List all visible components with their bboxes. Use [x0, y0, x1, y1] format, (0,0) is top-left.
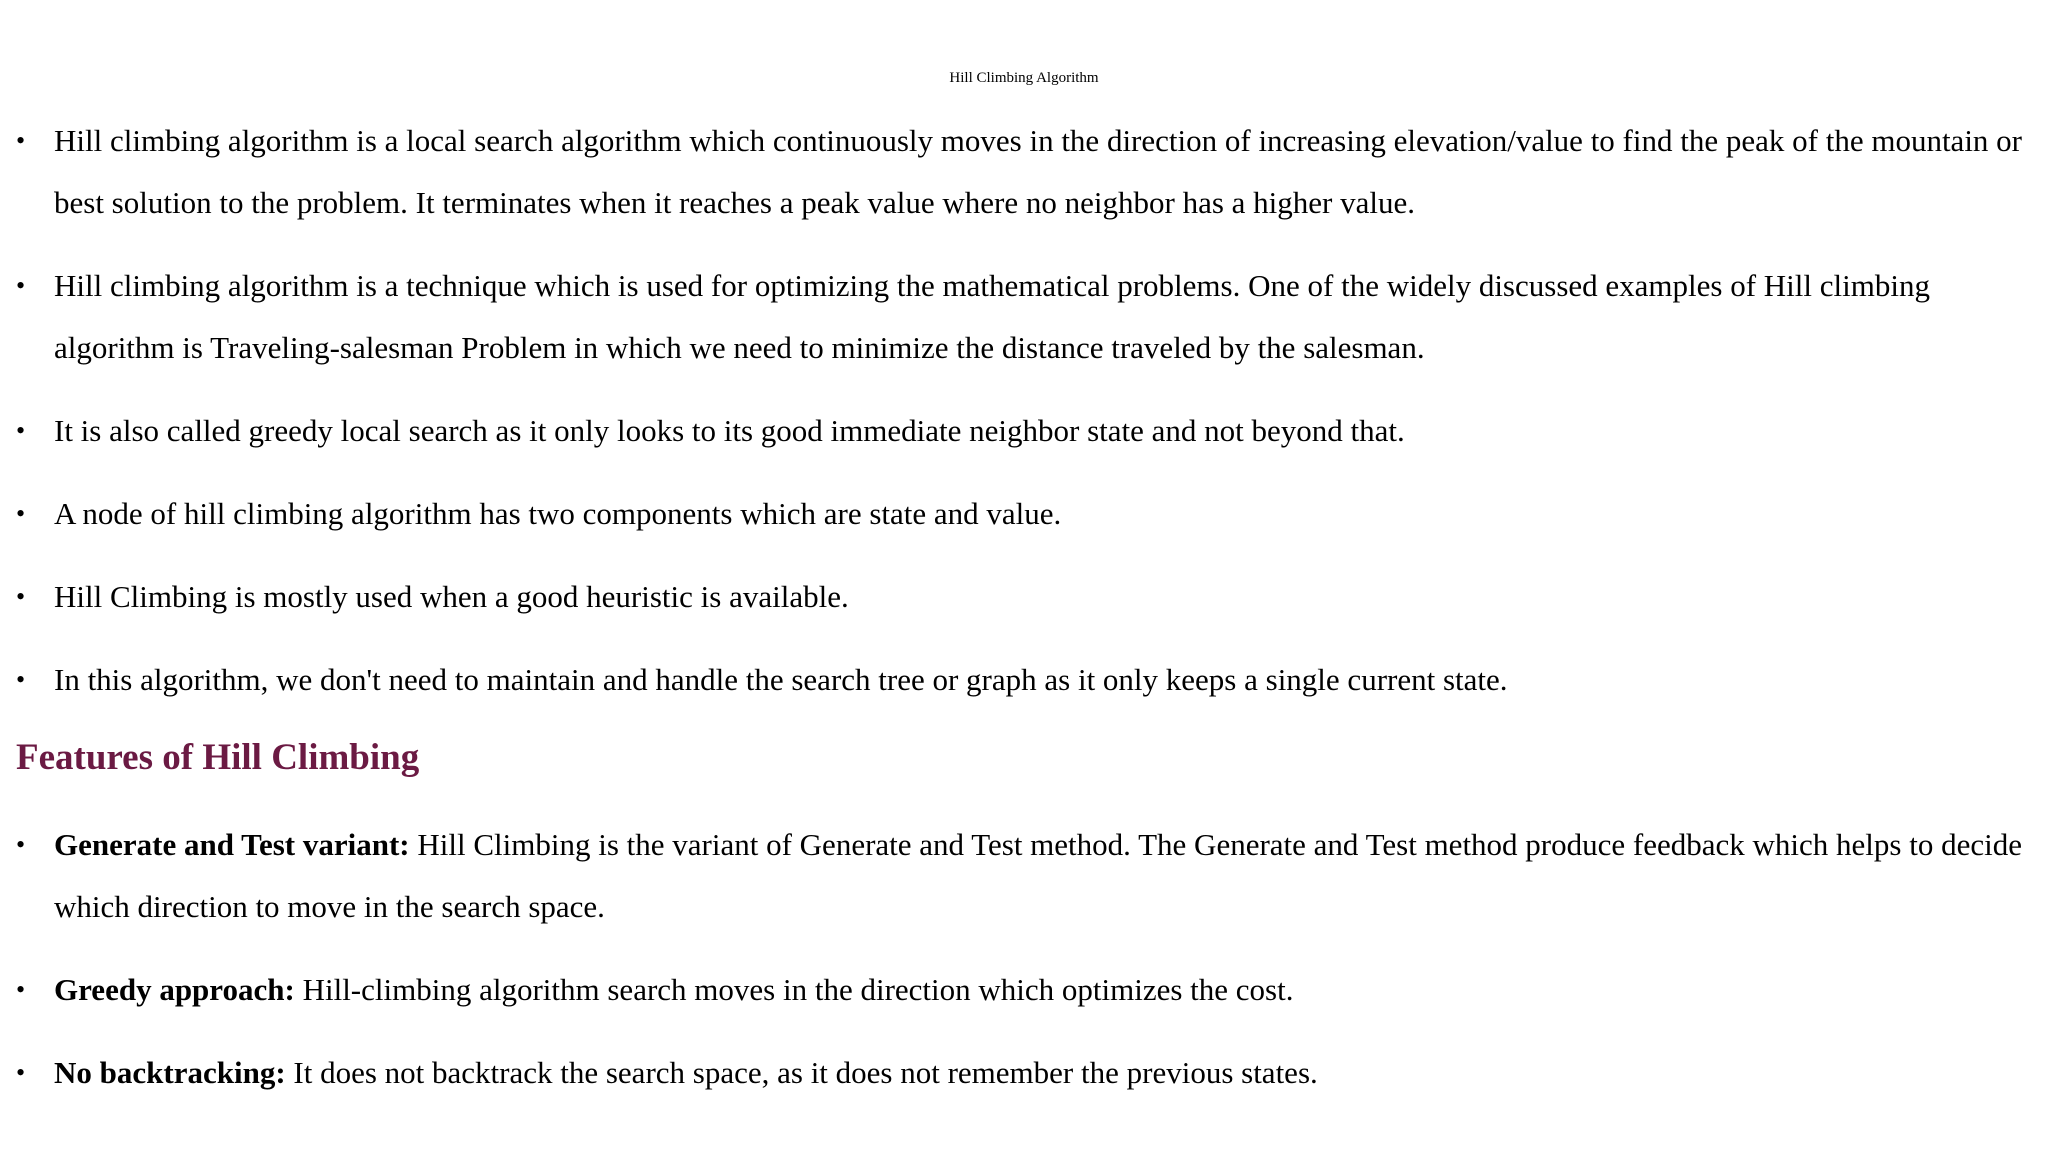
feature-term: Greedy approach:: [54, 972, 295, 1007]
bullet-icon: •: [16, 1058, 26, 1087]
bullet-icon: •: [16, 582, 26, 611]
bullet-text: Hill Climbing is mostly used when a good heuristic is available.: [54, 579, 849, 614]
feature-description: Hill-climbing algorithm search moves in the direction which optimizes the cost.: [294, 972, 1294, 1007]
list-item: [16, 649, 2026, 711]
bullet-icon: •: [16, 499, 26, 528]
features-bullet-list: [16, 814, 2026, 1104]
list-item: [16, 400, 2026, 462]
bullet-text: Hill climbing algorithm is a technique which is used for optimizing the mathematical problems. One of the widely discussed examples of Hill climbing algorithm is Traveling-salesman Problem in which we need to minimize the distance traveled by the salesman.: [54, 268, 1930, 365]
intro-bullet-list: [16, 110, 2026, 711]
bullet-text: In this algorithm, we don't need to maintain and handle the search tree or graph as it only keeps a single current state.: [54, 662, 1508, 697]
bullet-text: A node of hill climbing algorithm has two components which are state and value.: [54, 496, 1062, 531]
document-body: [16, 110, 2026, 1125]
feature-description: Hill Climbing is the variant of Generate and Test method. The Generate and Test method produce feedback which helps to decide which direction to move in the search space.: [54, 827, 2022, 924]
section-heading-features: Features of Hill Climbing: [16, 737, 420, 778]
list-item: [16, 110, 2026, 234]
feature-term: No backtracking:: [54, 1055, 286, 1090]
bullet-icon: •: [16, 975, 26, 1004]
bullet-icon: •: [16, 271, 26, 300]
list-item: [16, 1042, 2026, 1104]
feature-term: Generate and Test variant:: [54, 827, 410, 862]
bullet-icon: •: [16, 665, 26, 694]
bullet-icon: •: [16, 416, 26, 445]
list-item: [16, 483, 2026, 545]
list-item: [16, 255, 2026, 379]
bullet-icon: •: [16, 126, 26, 155]
bullet-text: It is also called greedy local search as it only looks to its good immediate neighbor state and not beyond that.: [54, 413, 1405, 448]
bullet-icon: •: [16, 830, 26, 859]
list-item: [16, 959, 2026, 1021]
list-item: [16, 566, 2026, 628]
bullet-text: Hill climbing algorithm is a local search algorithm which continuously moves in the direction of increasing elevation/value to find the peak of the mountain or best solution to the problem. It terminates when it reaches a peak value where no neighbor has a higher value.: [54, 123, 2023, 220]
page-title: Hill Climbing Algorithm: [949, 70, 1099, 86]
list-item: [16, 814, 2026, 938]
feature-description: It does not backtrack the search space, as it does not remember the previous states.: [285, 1055, 1318, 1090]
